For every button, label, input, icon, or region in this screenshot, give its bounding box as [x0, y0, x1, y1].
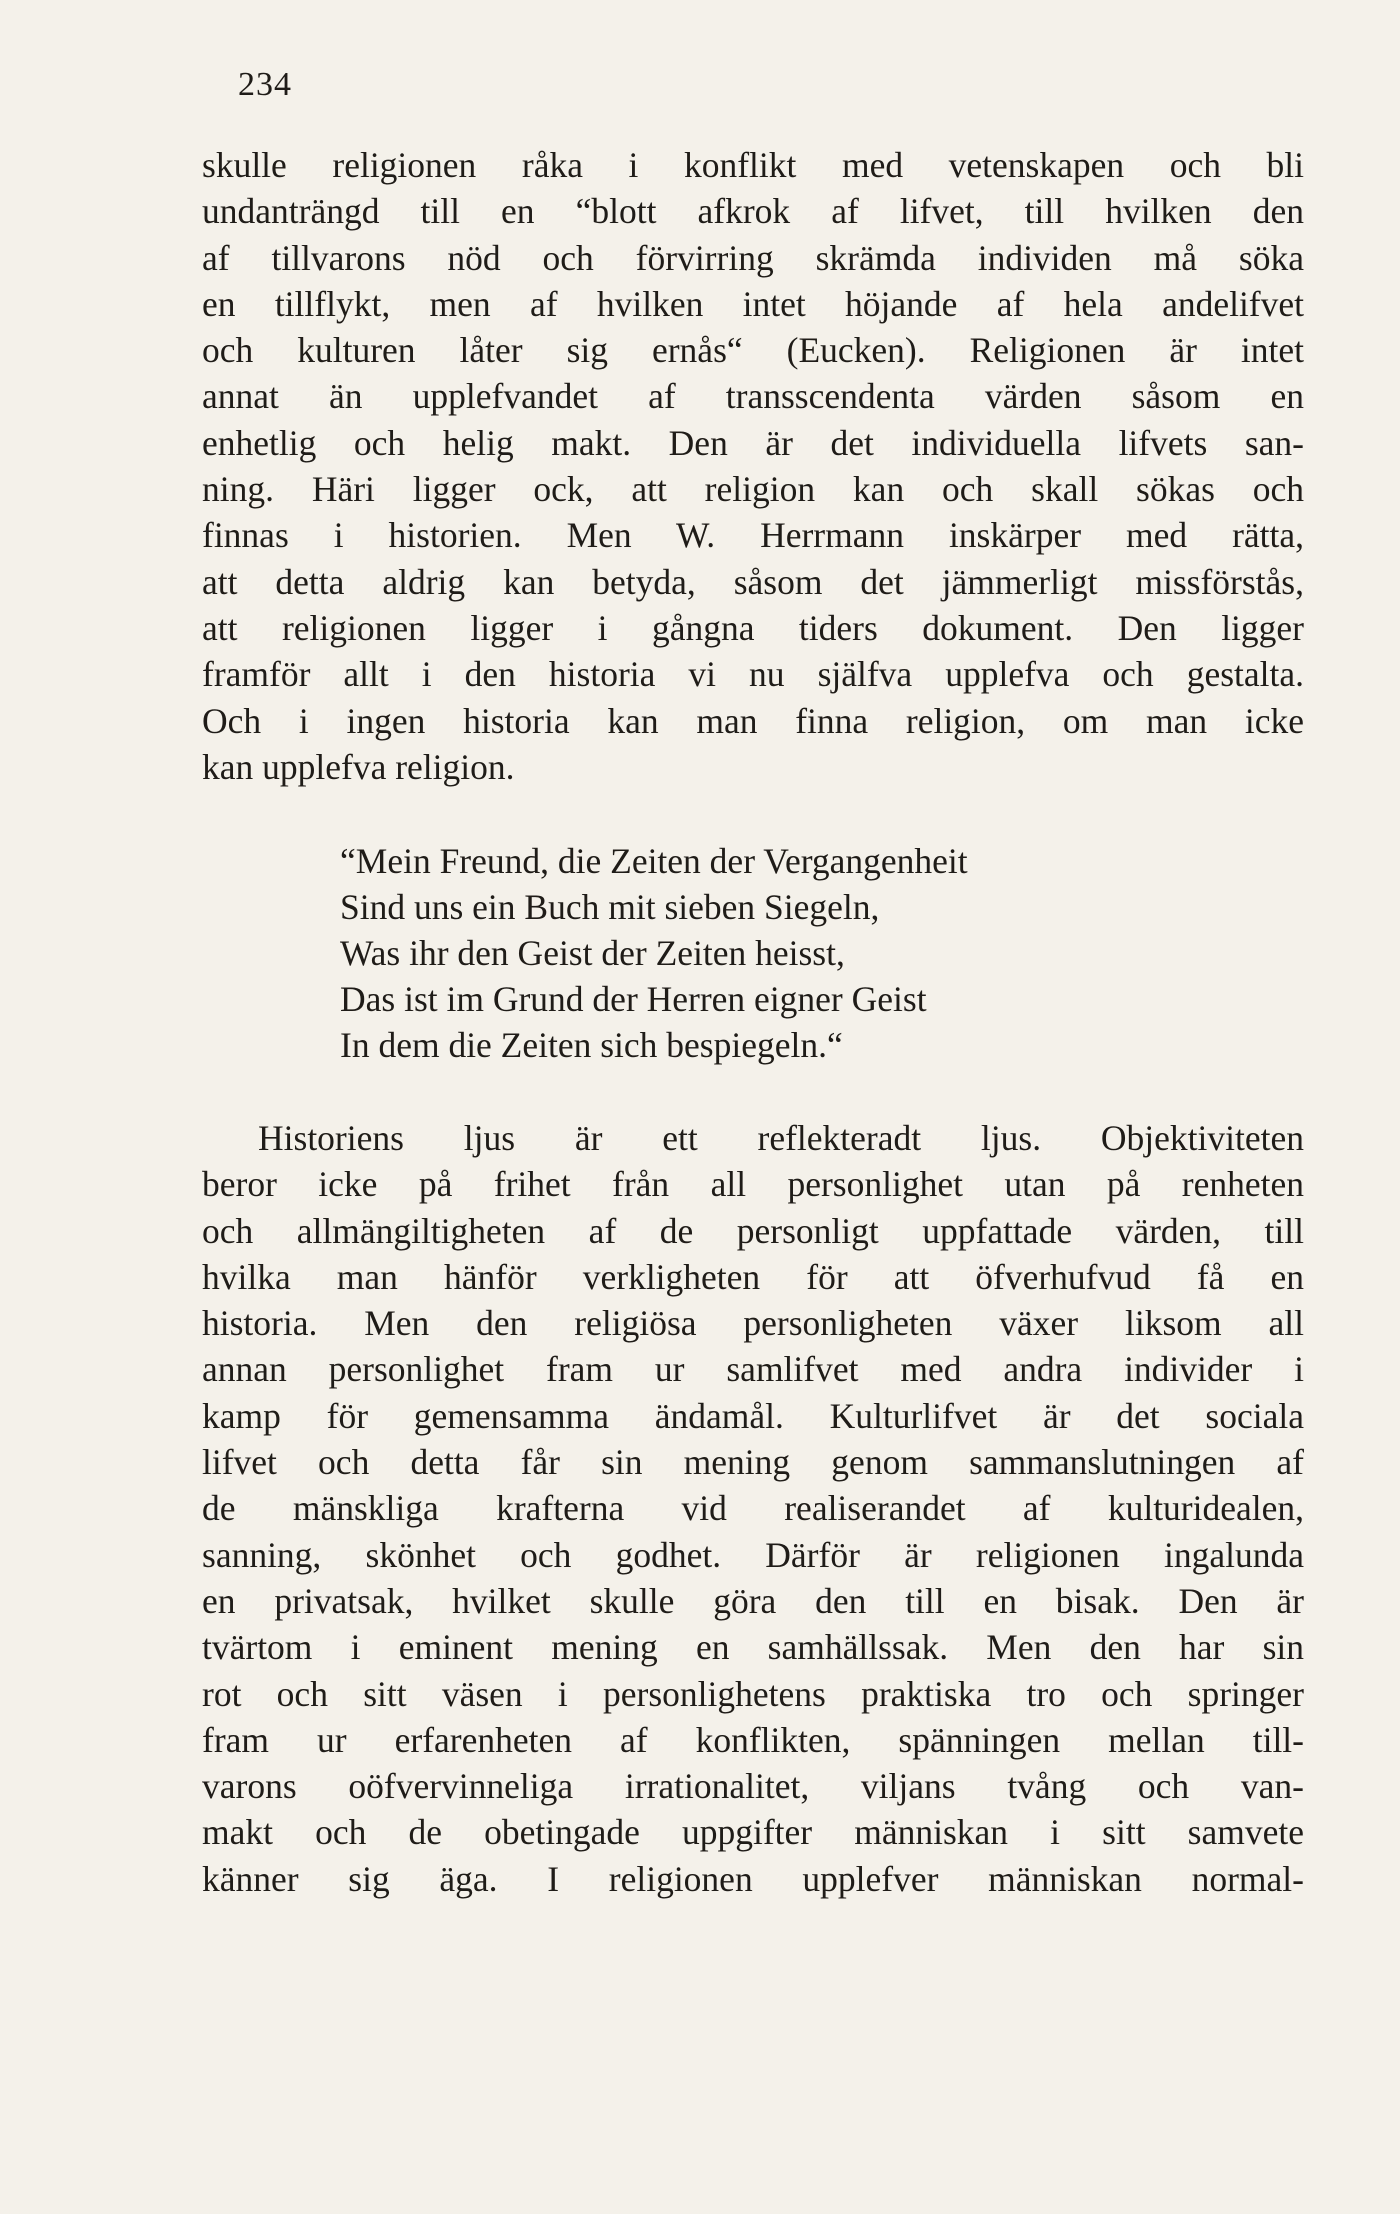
text-line: Och i ingen historia kan man finna religion, om man icke — [202, 700, 1304, 741]
text-line: annat än upplefvandet af transscendenta värden såsom en — [202, 376, 1304, 417]
text-line: att religionen ligger i gångna tiders dokument. Den ligger — [202, 607, 1304, 648]
text-line: enhetlig och helig makt. Den är det individuella lifvets san- — [202, 422, 1304, 463]
poem-verse: “Mein Freund, die Zeiten der Vergangenheit — [340, 841, 968, 881]
poem-quotation — [340, 838, 968, 1068]
paragraph-2 — [202, 1115, 1304, 1902]
page-number: 234 — [238, 66, 292, 103]
text-line: och kulturen låter sig ernås“ (Eucken). Religionen är intet — [202, 330, 1304, 371]
text-line: sanning, skönhet och godhet. Därför är religionen ingalunda — [202, 1534, 1304, 1575]
text-line: fram ur erfarenheten af konflikten, spänningen mellan till- — [202, 1719, 1304, 1760]
text-line: och allmängiltigheten af de personligt uppfattade värden, till — [202, 1210, 1304, 1251]
text-line: en tillflykt, men af hvilken intet höjande af hela andelifvet — [202, 283, 1304, 324]
text-line: skulle religionen råka i konflikt med vetenskapen och bli — [202, 145, 1304, 185]
text-line: beror icke på frihet från all personlighet utan på renheten — [202, 1164, 1304, 1205]
text-line: Historiens ljus är ett reflekteradt ljus. Objektiviteten — [258, 1118, 1304, 1158]
text-line: makt och de obetingade uppgifter människan i sitt samvete — [202, 1812, 1304, 1853]
text-line: hvilka man hänför verkligheten för att öfverhufvud få en — [202, 1256, 1304, 1297]
text-line: ning. Häri ligger ock, att religion kan och skall sökas och — [202, 469, 1304, 510]
text-line: tvärtom i eminent mening en samhällssak. Men den har sin — [202, 1627, 1304, 1668]
poem-verse: Was ihr den Geist der Zeiten heisst, — [340, 933, 845, 973]
poem-verse: Das ist im Grund der Herren eigner Geist — [340, 979, 927, 1019]
text-line: en privatsak, hvilket skulle göra den till en bisak. Den är — [202, 1580, 1304, 1621]
text-line: af tillvarons nöd och förvirring skrämda individen må söka — [202, 237, 1304, 278]
text-line: de mänskliga krafterna vid realiserandet af kulturidealen, — [202, 1488, 1304, 1529]
text-line: kamp för gemensamma ändamål. Kulturlifvet är det sociala — [202, 1395, 1304, 1436]
text-line: att detta aldrig kan betyda, såsom det jämmerligt missförstås, — [202, 561, 1304, 602]
text-line: varons oöfvervinneliga irrationalitet, viljans tvång och van- — [202, 1766, 1304, 1807]
poem-verse: In dem die Zeiten sich bespiegeln.“ — [340, 1025, 843, 1065]
poem-verse: Sind uns ein Buch mit sieben Siegeln, — [340, 887, 880, 927]
text-line: historia. Men den religiösa personligheten växer liksom all — [202, 1303, 1304, 1344]
text-line: framför allt i den historia vi nu själfva upplefva och gestalta. — [202, 654, 1304, 695]
text-line: lifvet och detta får sin mening genom sammanslutningen af — [202, 1442, 1304, 1483]
paragraph-1 — [202, 142, 1304, 790]
text-line: finnas i historien. Men W. Herrmann inskärper med rätta, — [202, 515, 1304, 556]
text-line: undanträngd till en “blott afkrok af lifvet, till hvilken den — [202, 191, 1304, 232]
text-line: kan upplefva religion. — [202, 746, 515, 787]
text-line: rot och sitt väsen i personlighetens praktiska tro och springer — [202, 1673, 1304, 1714]
text-line: känner sig äga. I religionen upplefver människan normal- — [202, 1858, 1304, 1899]
text-line: annan personlighet fram ur samlifvet med andra individer i — [202, 1349, 1304, 1390]
